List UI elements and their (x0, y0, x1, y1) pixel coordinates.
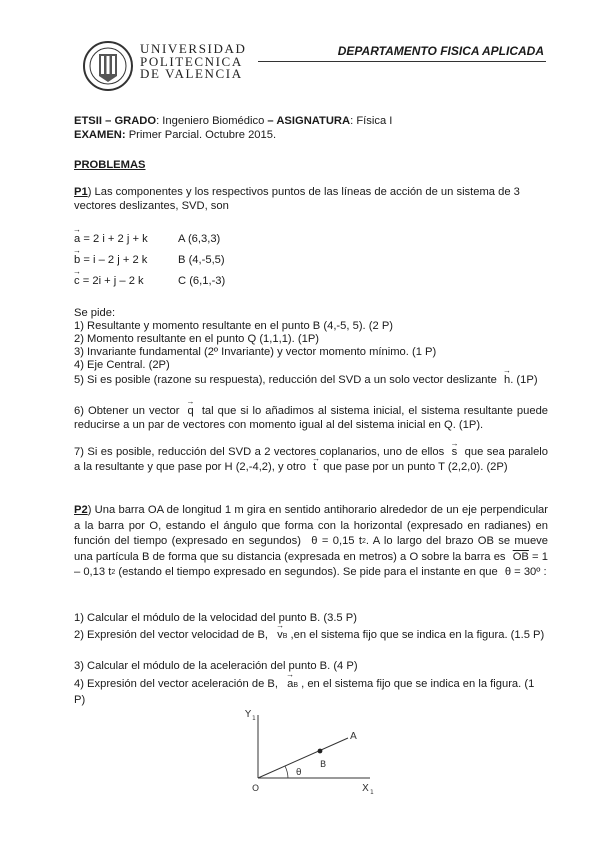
y-axis-label: Y (245, 709, 252, 720)
ob-equation: = 1 – 0,13 t (74, 550, 548, 578)
p1-question-6 (74, 404, 548, 432)
origin-label: O (252, 784, 260, 794)
figure-diagram (230, 705, 380, 800)
p2-label: P2 (74, 504, 88, 516)
p2-q2-text-a: 2) Expresión del vector velocidad de B, (74, 629, 269, 641)
separator: – (264, 115, 277, 127)
vector-vb-symbol: → v (277, 628, 283, 642)
theta-equation: θ = 0,15 t (311, 535, 362, 547)
vector-c-symbol: → c (74, 274, 80, 288)
exam-info-line-2 (74, 128, 276, 142)
university-name (140, 43, 246, 81)
p2-q4-text-a: 4) Expresión del vector aceleración de B, (74, 678, 278, 690)
exam-info-line-1 (74, 114, 392, 128)
p1-q7-text-a: 7) Si es posible, reducción del SVD a 2 vectores coplanarios, uno de ellos (74, 446, 445, 458)
p1-question-2: 2) Momento resultante en el punto Q (1,1,1). (1P) (74, 333, 320, 345)
bar-oa (258, 738, 348, 778)
p2-question-1: 1) Calcular el módulo de la velocidad del punto B. (3.5 P) (74, 612, 357, 624)
vector-b-symbol: → b (74, 253, 80, 267)
p2-intro (74, 503, 548, 581)
asignatura-label: ASIGNATURA (276, 115, 351, 127)
x-axis-label: X (362, 783, 369, 794)
p1-question-5 (74, 373, 548, 387)
ob-segment: $\overline{OB}$ (512, 550, 529, 563)
vector-q-symbol: → q (188, 404, 194, 418)
p1-q7-text-c: que pase por un punto T (2,2,0). (2P) (323, 461, 508, 473)
p2-q2-text-b: ,en el sistema fijo que se indica en la figura. (1.5 P) (290, 629, 545, 641)
theta-30: θ = 30º (504, 566, 541, 578)
p1-intro-text: ) Las componentes y los respectivos puntos de las líneas de acción de un sistema de 3 vectores deslizantes, SVD, son (74, 186, 520, 212)
p2-intro-c: (estando el tiempo expresado en segundos). Se pide para el instante en que (115, 566, 498, 578)
vector-t-symbol: → t (313, 460, 316, 475)
asignatura-value: : Física I (350, 115, 393, 127)
vector-s-symbol: → s (452, 445, 458, 460)
point-c: C (6,1,-3) (178, 275, 226, 287)
y-axis-subscript: 1 (252, 715, 256, 722)
examen-label: EXAMEN: (74, 129, 126, 141)
p1-intro (74, 185, 546, 213)
p1-q6-text-b: tal que si lo añadimos al sistema inicial, el sistema resultante puede reducirse a un par de vectores con momento igual al del sistema inicial en Q. (1P). (74, 405, 549, 431)
vector-c-row (74, 274, 144, 288)
university-seal-logo (82, 40, 134, 92)
vector-ab-subscript: B (293, 682, 298, 689)
p2-intro-b: . A lo largo del brazo OB se mueve una partícula B de forma que su distancia (expresada en metros) a O sobre la barra es (74, 535, 548, 563)
vector-h-symbol: → h (504, 373, 510, 387)
p2-question-3: 3) Calcular el módulo de la aceleración del punto B. (4 P) (74, 660, 358, 672)
vector-b-row (74, 253, 147, 267)
grado-label: GRADO (114, 115, 157, 127)
vector-c-expr: = 2i + j – 2 k (79, 275, 144, 287)
p1-q5-text: 5) Si es posible (razone su respuesta), reducción del SVD a un solo vector deslizante (74, 374, 497, 386)
vector-a-expr: = 2 i + 2 j + k (80, 233, 148, 245)
examen-value: Primer Parcial. Octubre 2015. (125, 129, 277, 141)
p1-q7-text-b: que sea paralelo a la resultante y que pase por H (2,-4,2), y otro (74, 446, 549, 473)
point-b: B (4,-5,5) (178, 254, 225, 266)
school-label: ETSII (74, 115, 102, 127)
p1-label: P1 (74, 186, 88, 198)
separator: – (101, 115, 115, 127)
point-a-label: A (350, 731, 357, 742)
p2-intro-d: : (540, 566, 547, 578)
grado-value: : Ingeniero Biomédico (156, 115, 265, 127)
angle-arc (285, 766, 288, 778)
university-line-2: POLITECNICA (140, 53, 243, 69)
university-line-1: UNIVERSIDAD (140, 41, 247, 56)
p2-intro-a: ) Una barra OA de longitud 1 m gira en sentido antihorario alrededor de un eje perpendicular a la barra por O, estando el ángulo que forma con la horizontal (expresado en radianes) en función del tiempo (expresado en segundos) (74, 504, 548, 547)
p1-q6-text-a: 6) Obtener un vector (74, 405, 180, 417)
p1-question-1: 1) Resultante y momento resultante en el punto B (4,-5, 5). (2 P) (74, 320, 394, 332)
vector-a-row (74, 232, 148, 246)
vector-vb-subscript: B (282, 633, 288, 640)
p1-question-3: 3) Invariante fundamental (2º Invariante) y vector momento mínimo. (1 P) (74, 346, 437, 358)
p2-question-2 (74, 628, 548, 644)
header-divider (258, 61, 546, 62)
ob-exponent: 2 (111, 569, 116, 576)
university-line-3: DE VALENCIA (140, 66, 243, 81)
vector-a-symbol: → a (74, 232, 80, 246)
point-b-label: B (320, 760, 327, 770)
point-a: A (6,3,3) (178, 233, 221, 245)
p1-question-7 (74, 445, 548, 475)
p1-q5-points: . (1P) (510, 374, 538, 386)
p2-question-4 (74, 677, 548, 707)
p1-question-4: 4) Eje Central. (2P) (74, 359, 170, 371)
vector-b-expr: = i – 2 j + 2 k (80, 254, 148, 266)
se-pide: Se pide: (74, 307, 116, 319)
x-axis-subscript: 1 (370, 789, 374, 796)
vector-ab-symbol: → a (287, 677, 293, 691)
department-title: DEPARTAMENTO FISICA APLICADA (337, 44, 544, 58)
p2-q4-text-b: , en el sistema fijo que se indica en la figura. (1 P) (74, 678, 535, 706)
theta-exponent: 2 (361, 538, 366, 545)
angle-label: θ (296, 768, 302, 778)
section-title: PROBLEMAS (74, 159, 146, 171)
particle-b (318, 749, 323, 754)
